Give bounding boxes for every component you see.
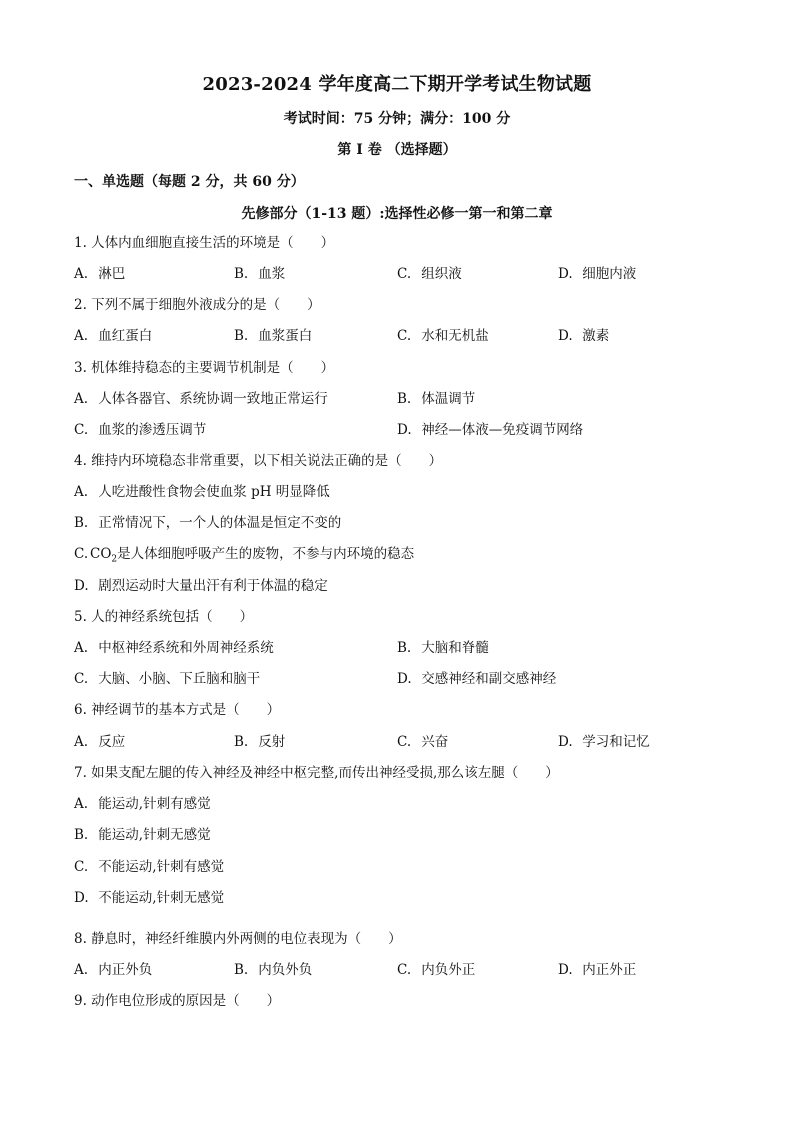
- option-b: B. 能运动,针刺无感觉: [74, 827, 211, 843]
- option-a: A. 淋巴: [74, 266, 126, 282]
- option-a: A. 人体各器官、系统协调一致地正常运行: [74, 391, 328, 407]
- option-c: C. 水和无机盐: [397, 328, 489, 344]
- question-stem: 5. 人的神经系统包括（ ）: [74, 609, 254, 625]
- option-c: C. 组织液: [397, 266, 462, 282]
- option-d: D. 神经—体液—免疫调节网络: [397, 422, 584, 438]
- option-b: B. 内负外负: [234, 962, 313, 978]
- exam-info: 考试时间：75 分钟；满分：100 分: [283, 111, 511, 127]
- option-c: C. 大脑、小脑、下丘脑和脑干: [74, 671, 261, 687]
- question-stem: 7. 如果支配左腿的传入神经及神经中枢完整,而传出神经受损,那么该左腿（ ）: [74, 765, 559, 781]
- option-d: D. 学习和记忆: [558, 734, 650, 750]
- option-c: C. 血浆的渗透压调节: [74, 422, 207, 438]
- option-a: A. 反应: [74, 734, 126, 750]
- option-c: C. 内负外正: [397, 962, 476, 978]
- question-stem: 8. 静息时，神经纤维膜内外两侧的电位表现为（ ）: [74, 931, 402, 947]
- option-d: D. 交感神经和副交感神经: [397, 671, 557, 687]
- question-stem: 6. 神经调节的基本方式是（ ）: [74, 702, 281, 718]
- option-d: D. 内正外正: [558, 962, 637, 978]
- option-d: D. 不能运动,针刺无感觉: [74, 890, 225, 906]
- option-d: D. 激素: [558, 328, 610, 344]
- question-stem: 3. 机体维持稳态的主要调节机制是（ ）: [74, 360, 335, 376]
- option-b: B. 反射: [234, 734, 286, 750]
- volume-label: 第 I 卷 （选择题）: [337, 142, 457, 158]
- option-a: A. 中枢神经系统和外周神经系统: [74, 640, 274, 656]
- option-c: C. 兴奋: [397, 734, 449, 750]
- option-b: B. 血浆: [234, 266, 286, 282]
- section-heading: 一、单选题（每题 2 分，共 60 分）: [74, 174, 305, 190]
- option-b: B. 大脑和脊髓: [397, 640, 489, 656]
- option-b: B. 血浆蛋白: [234, 328, 313, 344]
- question-stem: 9. 动作电位形成的原因是（ ）: [74, 993, 281, 1009]
- question-stem: 2. 下列不属于细胞外液成分的是（ ）: [74, 297, 321, 313]
- question-stem: 4. 维持内环境稳态非常重要，以下相关说法正确的是（ ）: [74, 453, 443, 469]
- option-d: D. 剧烈运动时大量出汗有利于体温的稳定: [74, 578, 328, 594]
- option-b: B. 正常情况下，一个人的体温是恒定不变的: [74, 515, 342, 531]
- option-c: C. $CO_2$是人体细胞呼吸产生的废物，不参与内环境的稳态: [74, 546, 415, 565]
- option-a: A. 人吃进酸性食物会使血浆 pH 明显降低: [74, 484, 330, 500]
- option-c: C. 不能运动,针刺有感觉: [74, 859, 225, 875]
- question-stem: 1. 人体内血细胞直接生活的环境是（ ）: [74, 235, 335, 251]
- option-a: A. 血红蛋白: [74, 328, 153, 344]
- option-a: A. 能运动,针刺有感觉: [74, 796, 211, 812]
- option-d: D. 细胞内液: [558, 266, 637, 282]
- page-title: 2023-2024 学年度高二下期开学考试生物试题: [202, 74, 592, 95]
- option-b: B. 体温调节: [397, 391, 476, 407]
- option-a: A. 内正外负: [74, 962, 153, 978]
- part-heading: 先修部分（1-13 题）:选择性必修一第一和第二章: [241, 206, 553, 222]
